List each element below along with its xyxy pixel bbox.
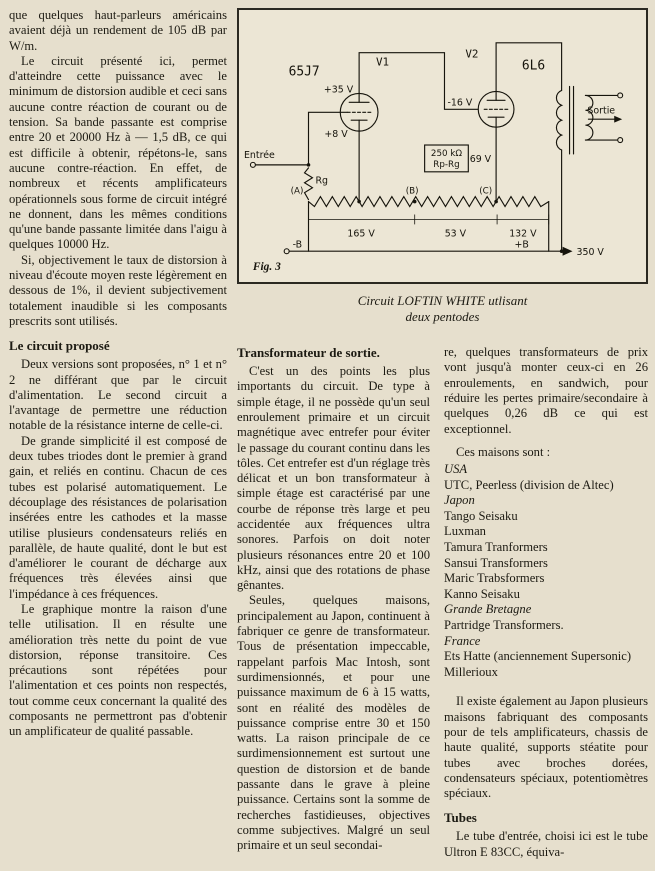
paragraph: Si, objectivement le taux de distorsion à niveau d'écoute moyen reste légèrement en dessous de 1%, il devient subjectivement totalement inaudible si les composants prescrits sont utilisés. xyxy=(9,252,227,328)
paragraph: Le circuit présenté ici, permet d'atteindre cette puissance avec le minimum de distorsion audible et ceci sans aucune contre réaction de courant ou de tension. Sa bande passante est comprise entre 20 et 20000 Hz à — 1,5 dB, ce qui est difficile à obtenir, répétons-le, sans aucune contre-réaction. En effet, de nombreux et récents amplificateurs opérationnels sous forme de circuit intégré ne donnent, dans les mêmes conditions qu'une bande passante limitée dans l'aigu à quelques 10000 Hz. xyxy=(9,53,227,252)
figure-number-label: Fig. 3 xyxy=(252,261,281,274)
paragraph: Il existe également au Japon plusieurs maisons fabriquant des composants pour de tels amplificateurs, chassis de haute qualité, supports stéatite pour tubes avec broches dorées, condensateurs spéciaux, potentiomètres spéciaux. xyxy=(444,694,648,801)
paragraph-continuation: re, quelques transformateurs de prix vont jusqu'à monter ceux-ci en 26 enroulements, en sandwich, pour réduire les pertes primaire/secondaire à quelques 0,26 dB ce qui est exceptionnel. xyxy=(444,345,648,436)
v1-label: V1 xyxy=(375,55,390,69)
figure-caption-line1: Circuit LOFTIN WHITE utlisant xyxy=(357,293,528,309)
spacer xyxy=(444,437,648,445)
paragraph: De grande simplicité il est composé de deux tubes triodes dont le premier à grand gain, et reliés en continu. Chacun de ces tubes est polarisé automatiquement. Le découplage des résistances de polarisation insérées entre les cathodes et la masse utilise plusieurs condensateurs reliés en parallèle, de haute qualité, dont le but est d'améliorer le courant de décharge aux fréquences très élevées ainsi que l'impédance à ces fréquences. xyxy=(9,433,227,601)
voltage-divider-resistor xyxy=(308,197,548,207)
section-heading-tubes: Tubes xyxy=(444,810,477,826)
resistor-value-label: 250 kΩ xyxy=(430,148,463,159)
plus-b-label: +B xyxy=(514,239,529,251)
voltage-c-end-label: 132 V xyxy=(509,228,537,240)
list-item: Tango Seisaku xyxy=(444,508,518,523)
list-item: Tamura Tranformers xyxy=(444,540,548,555)
v2-label: V2 xyxy=(465,47,479,61)
right-column xyxy=(444,345,648,871)
list-item-country: France xyxy=(444,633,481,648)
circuit-figure xyxy=(237,8,648,284)
output-arrow xyxy=(588,116,622,123)
list-item: Maric Trabsformers xyxy=(444,571,545,586)
left-column xyxy=(9,8,227,871)
section-heading-transformateur: Transformateur de sortie. xyxy=(237,345,380,361)
tube2-type-label: 6L6 xyxy=(521,58,546,74)
output-label: Sortie xyxy=(587,105,616,117)
rg-label: Rg xyxy=(315,175,328,187)
list-item-country: Grande Bretagne xyxy=(444,602,532,617)
node-c-label: (C) xyxy=(479,186,493,197)
supply-voltage-label: 350 V xyxy=(576,247,604,259)
tube1-type-label: 65J7 xyxy=(288,64,320,80)
figure-caption-line2: deux pentodes xyxy=(405,309,480,325)
supply-arrow xyxy=(563,247,573,256)
paragraph: Seules, quelques maisons, principalement au Japon, continuent à fabriquer ce genre de transformateur. Tous de présentation impeccable, rappelant parfois Mac Intosh, sont surdimensionnés, et pour une puissance maximum de 6 à 15 watts, sont en réalité des modèles de puissance comprise entre 30 et 150 watts. La raison principale de ce surdimensionnement est surtout une question de distorsion et de bande passante dans le grave à pleine puissance. Certains sont la somme de recherches fastidieuses, objectives comme subjectives. Malgré un seul primaire et un seul secondai- xyxy=(237,593,430,853)
node-b-label: (B) xyxy=(405,186,419,197)
grid2-voltage-label: -16 V xyxy=(447,97,473,109)
text-columns xyxy=(237,345,648,871)
plate1-voltage-label: +35 V xyxy=(323,84,354,96)
figure-caption xyxy=(237,293,648,325)
voltage-ab-label: 165 V xyxy=(347,228,375,240)
list-item-country: Japon xyxy=(444,493,475,508)
maker-list xyxy=(444,462,648,680)
voltage-bc-label: 53 V xyxy=(444,228,467,240)
paragraph-continuation: que quelques haut-parleurs américains avaient déjà un rendement de 105 dB par W/m. xyxy=(9,8,227,53)
list-item-country: USA xyxy=(444,462,468,477)
list-item: Kanno Seisaku xyxy=(444,586,520,601)
resistor-name-label: Rp-Rg xyxy=(433,159,460,170)
right-area xyxy=(237,8,648,871)
loftin-white-circuit-diagram xyxy=(241,13,644,279)
cathode2-voltage-label: 69 V xyxy=(469,153,492,165)
list-item: Ets Hatte (anciennement Supersonic) xyxy=(444,649,632,664)
voltage-dimension-lines xyxy=(308,214,548,224)
list-item: Millerioux xyxy=(444,664,498,679)
section-heading-circuit-propose: Le circuit proposé xyxy=(9,338,110,354)
node-a-label: (A) xyxy=(290,186,304,197)
paragraph: Ces maisons sont : xyxy=(456,444,551,459)
list-item: UTC, Peerless (division de Altec) xyxy=(444,477,614,492)
list-item: Partridge Transformers. xyxy=(444,618,564,633)
minus-b-label: -B xyxy=(292,239,303,251)
paragraph: Le tube d'entrée, choisi ici est le tube Ultron E 83CC, équiva- xyxy=(444,829,648,859)
paragraph: Le graphique montre la raison d'une telle utilisation. Il en résulte une amélioration très nette du point de vue distorsion, réponse transitoire. Ces précautions sont répétées pour l'alimentation et ces points non respectés, tout comme ceux concernant la qualité des composants ne permettront pas d'obtenir un amplificateur de qualité passable. xyxy=(9,601,227,739)
list-item: Sansui Transformers xyxy=(444,555,548,570)
middle-column xyxy=(237,345,430,871)
input-label: Entrée xyxy=(243,149,275,161)
list-item: Luxman xyxy=(444,524,486,539)
paragraph: Deux versions sont proposées, n° 1 et n° 2 ne différant que par le circuit d'alimentation. Le second circuit a l'avantage de permettre une réduction notable de la résistance interne de celle-ci. xyxy=(9,357,227,433)
paragraph: C'est un des points les plus importants du circuit. De type à simple étage, il ne possède qu'un seul enroulement primaire et un circuit magnétique avec entrefer pour éviter le passage du courant continu dans les tôles. Cet entrefer est d'un réglage très délicat et un bon transformateur à simple étage est caractérisé par une courbe de réponse très large et peu accidentée aux fréquences ultra sonores. Parfois on doit noter plusieurs résonances entre 20 et 100 kHz, ainsi que des rotations de phase gênantes. xyxy=(237,364,430,593)
output-transformer xyxy=(556,86,592,153)
resistor-rg xyxy=(305,168,313,200)
cathode1-voltage-label: +8 V xyxy=(324,129,348,141)
